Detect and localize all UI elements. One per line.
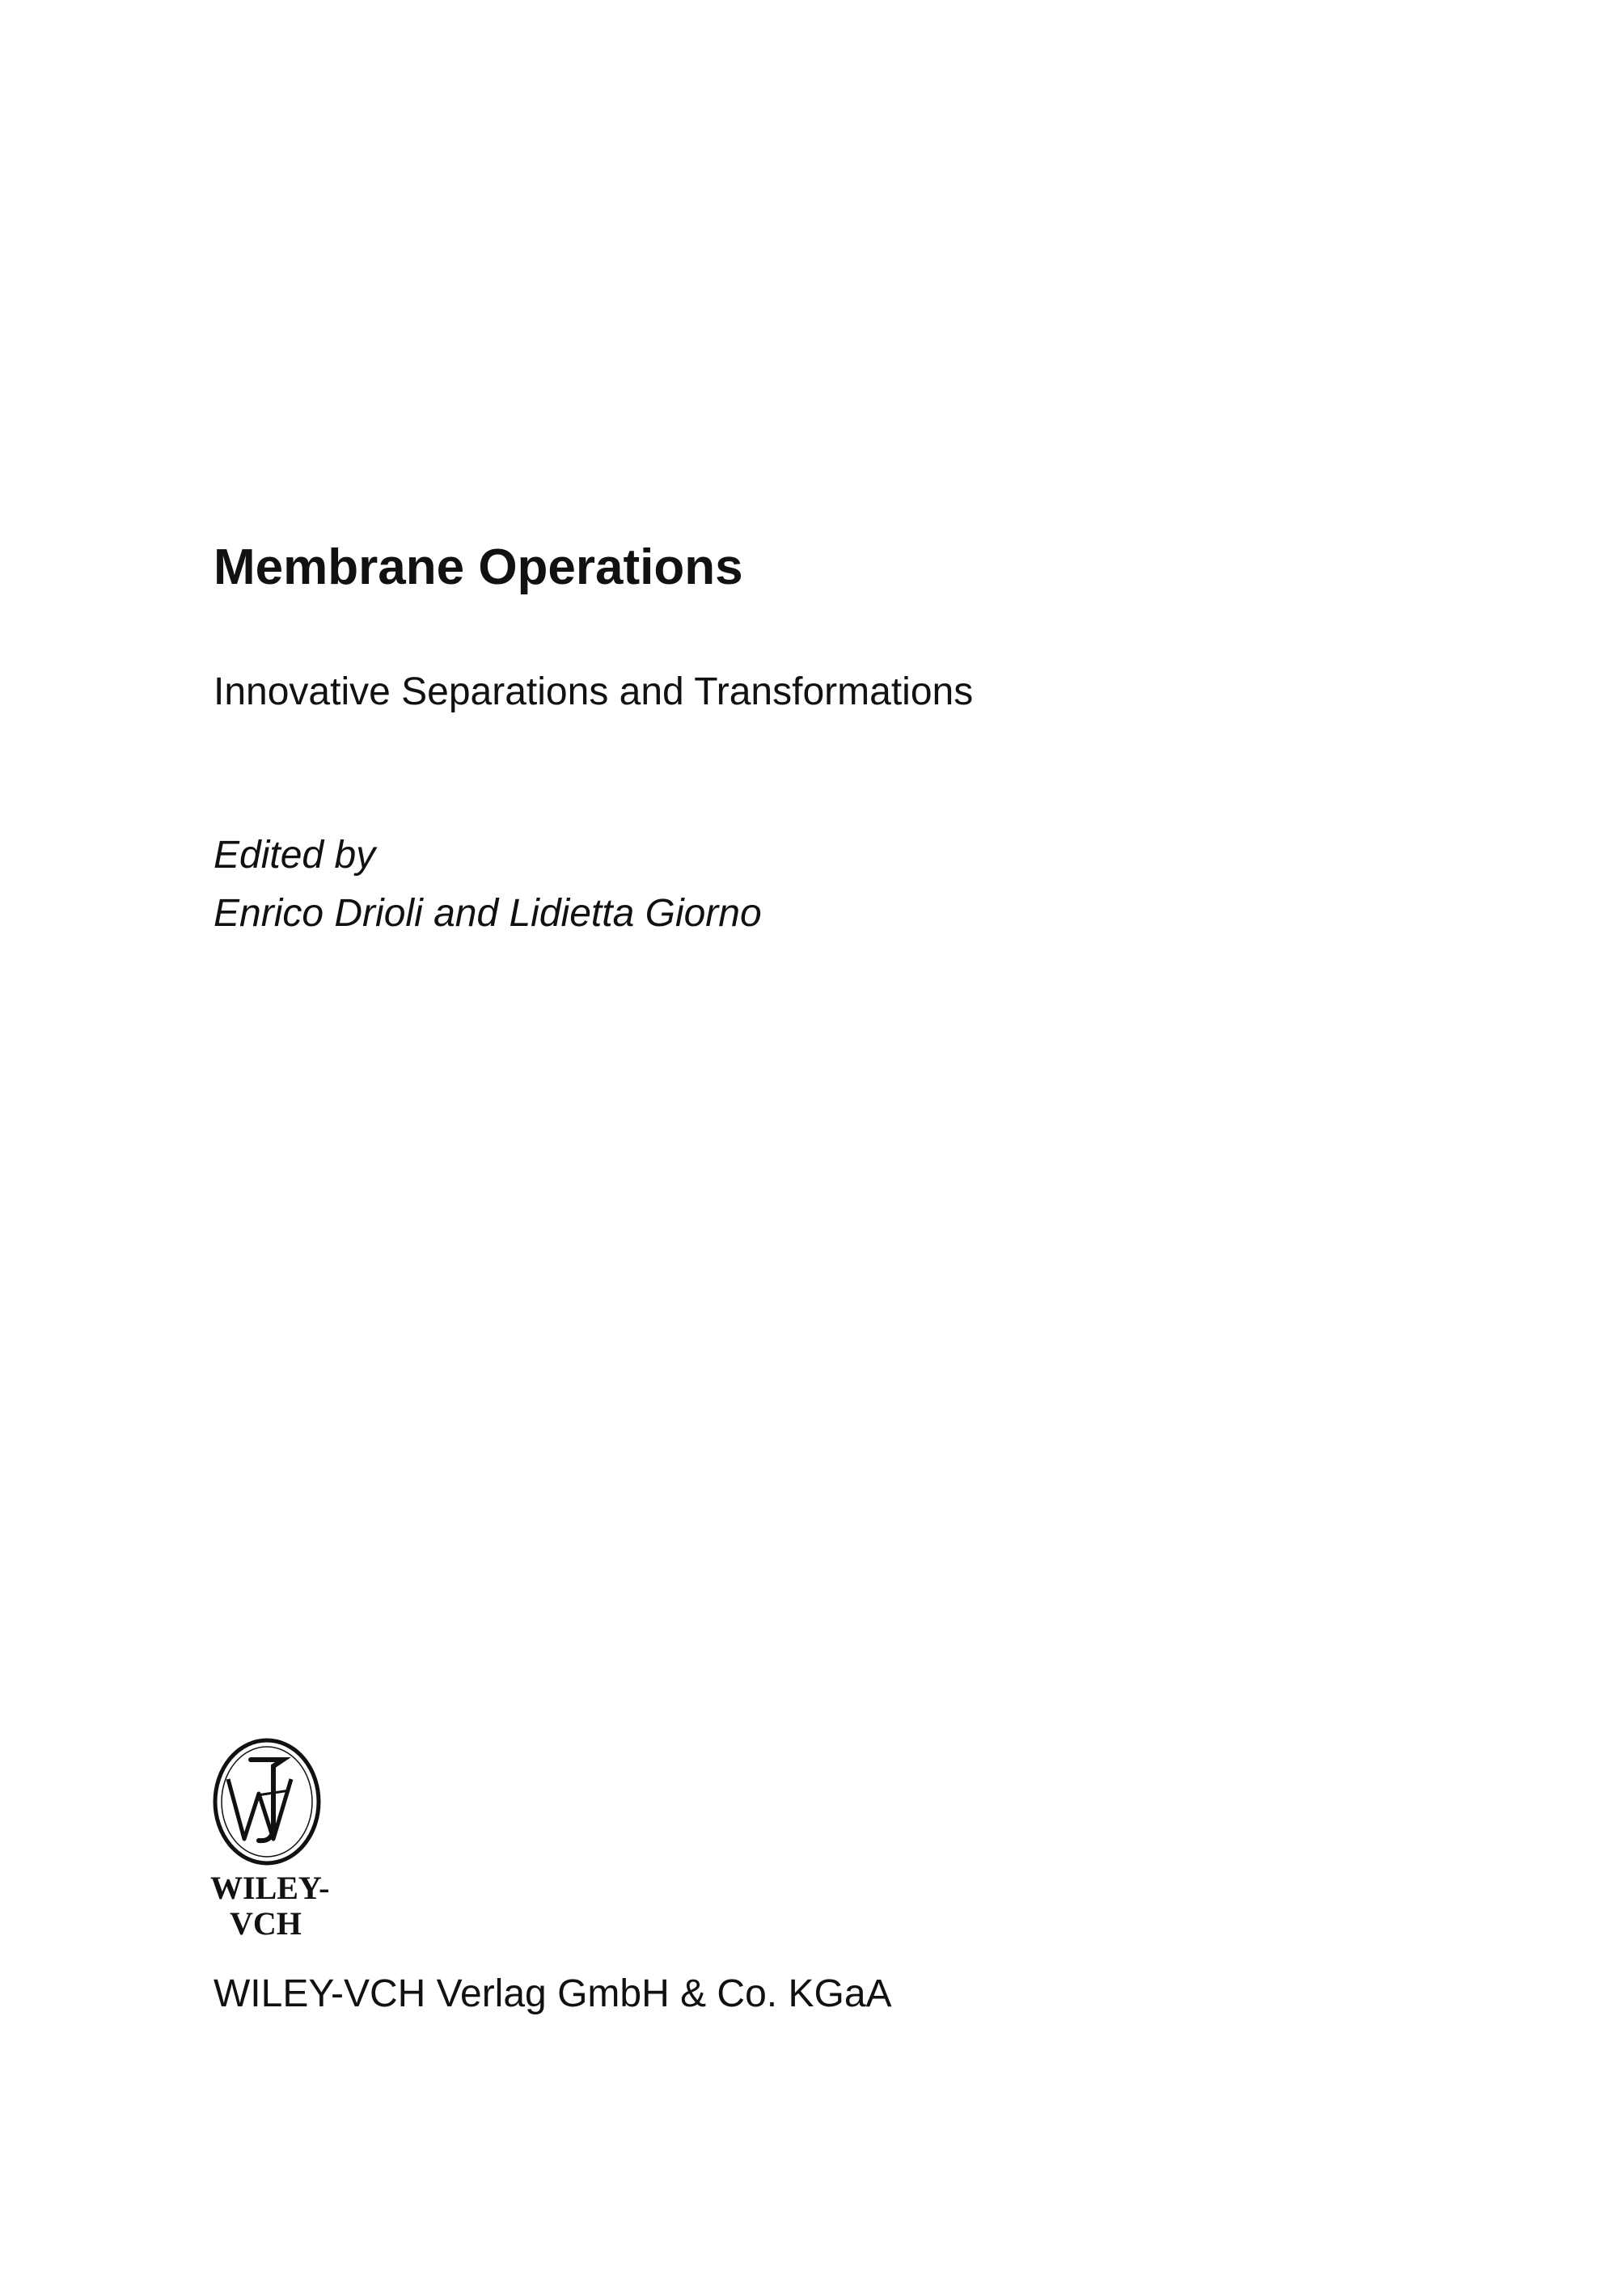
book-title: Membrane Operations	[214, 539, 743, 595]
logo-line1: WILEY-	[210, 1870, 330, 1906]
wiley-vch-logo	[209, 1737, 330, 1947]
book-subtitle: Innovative Separations and Transformations	[214, 670, 974, 713]
editors-names: Enrico Drioli and Lidietta Giorno	[214, 892, 762, 935]
publisher-name: WILEY-VCH Verlag GmbH & Co. KGaA	[214, 1972, 892, 2015]
wiley-vch-seal-icon	[209, 1737, 330, 1947]
edited-by-label: Edited by	[214, 834, 376, 877]
logo-line2: VCH	[230, 1905, 302, 1942]
